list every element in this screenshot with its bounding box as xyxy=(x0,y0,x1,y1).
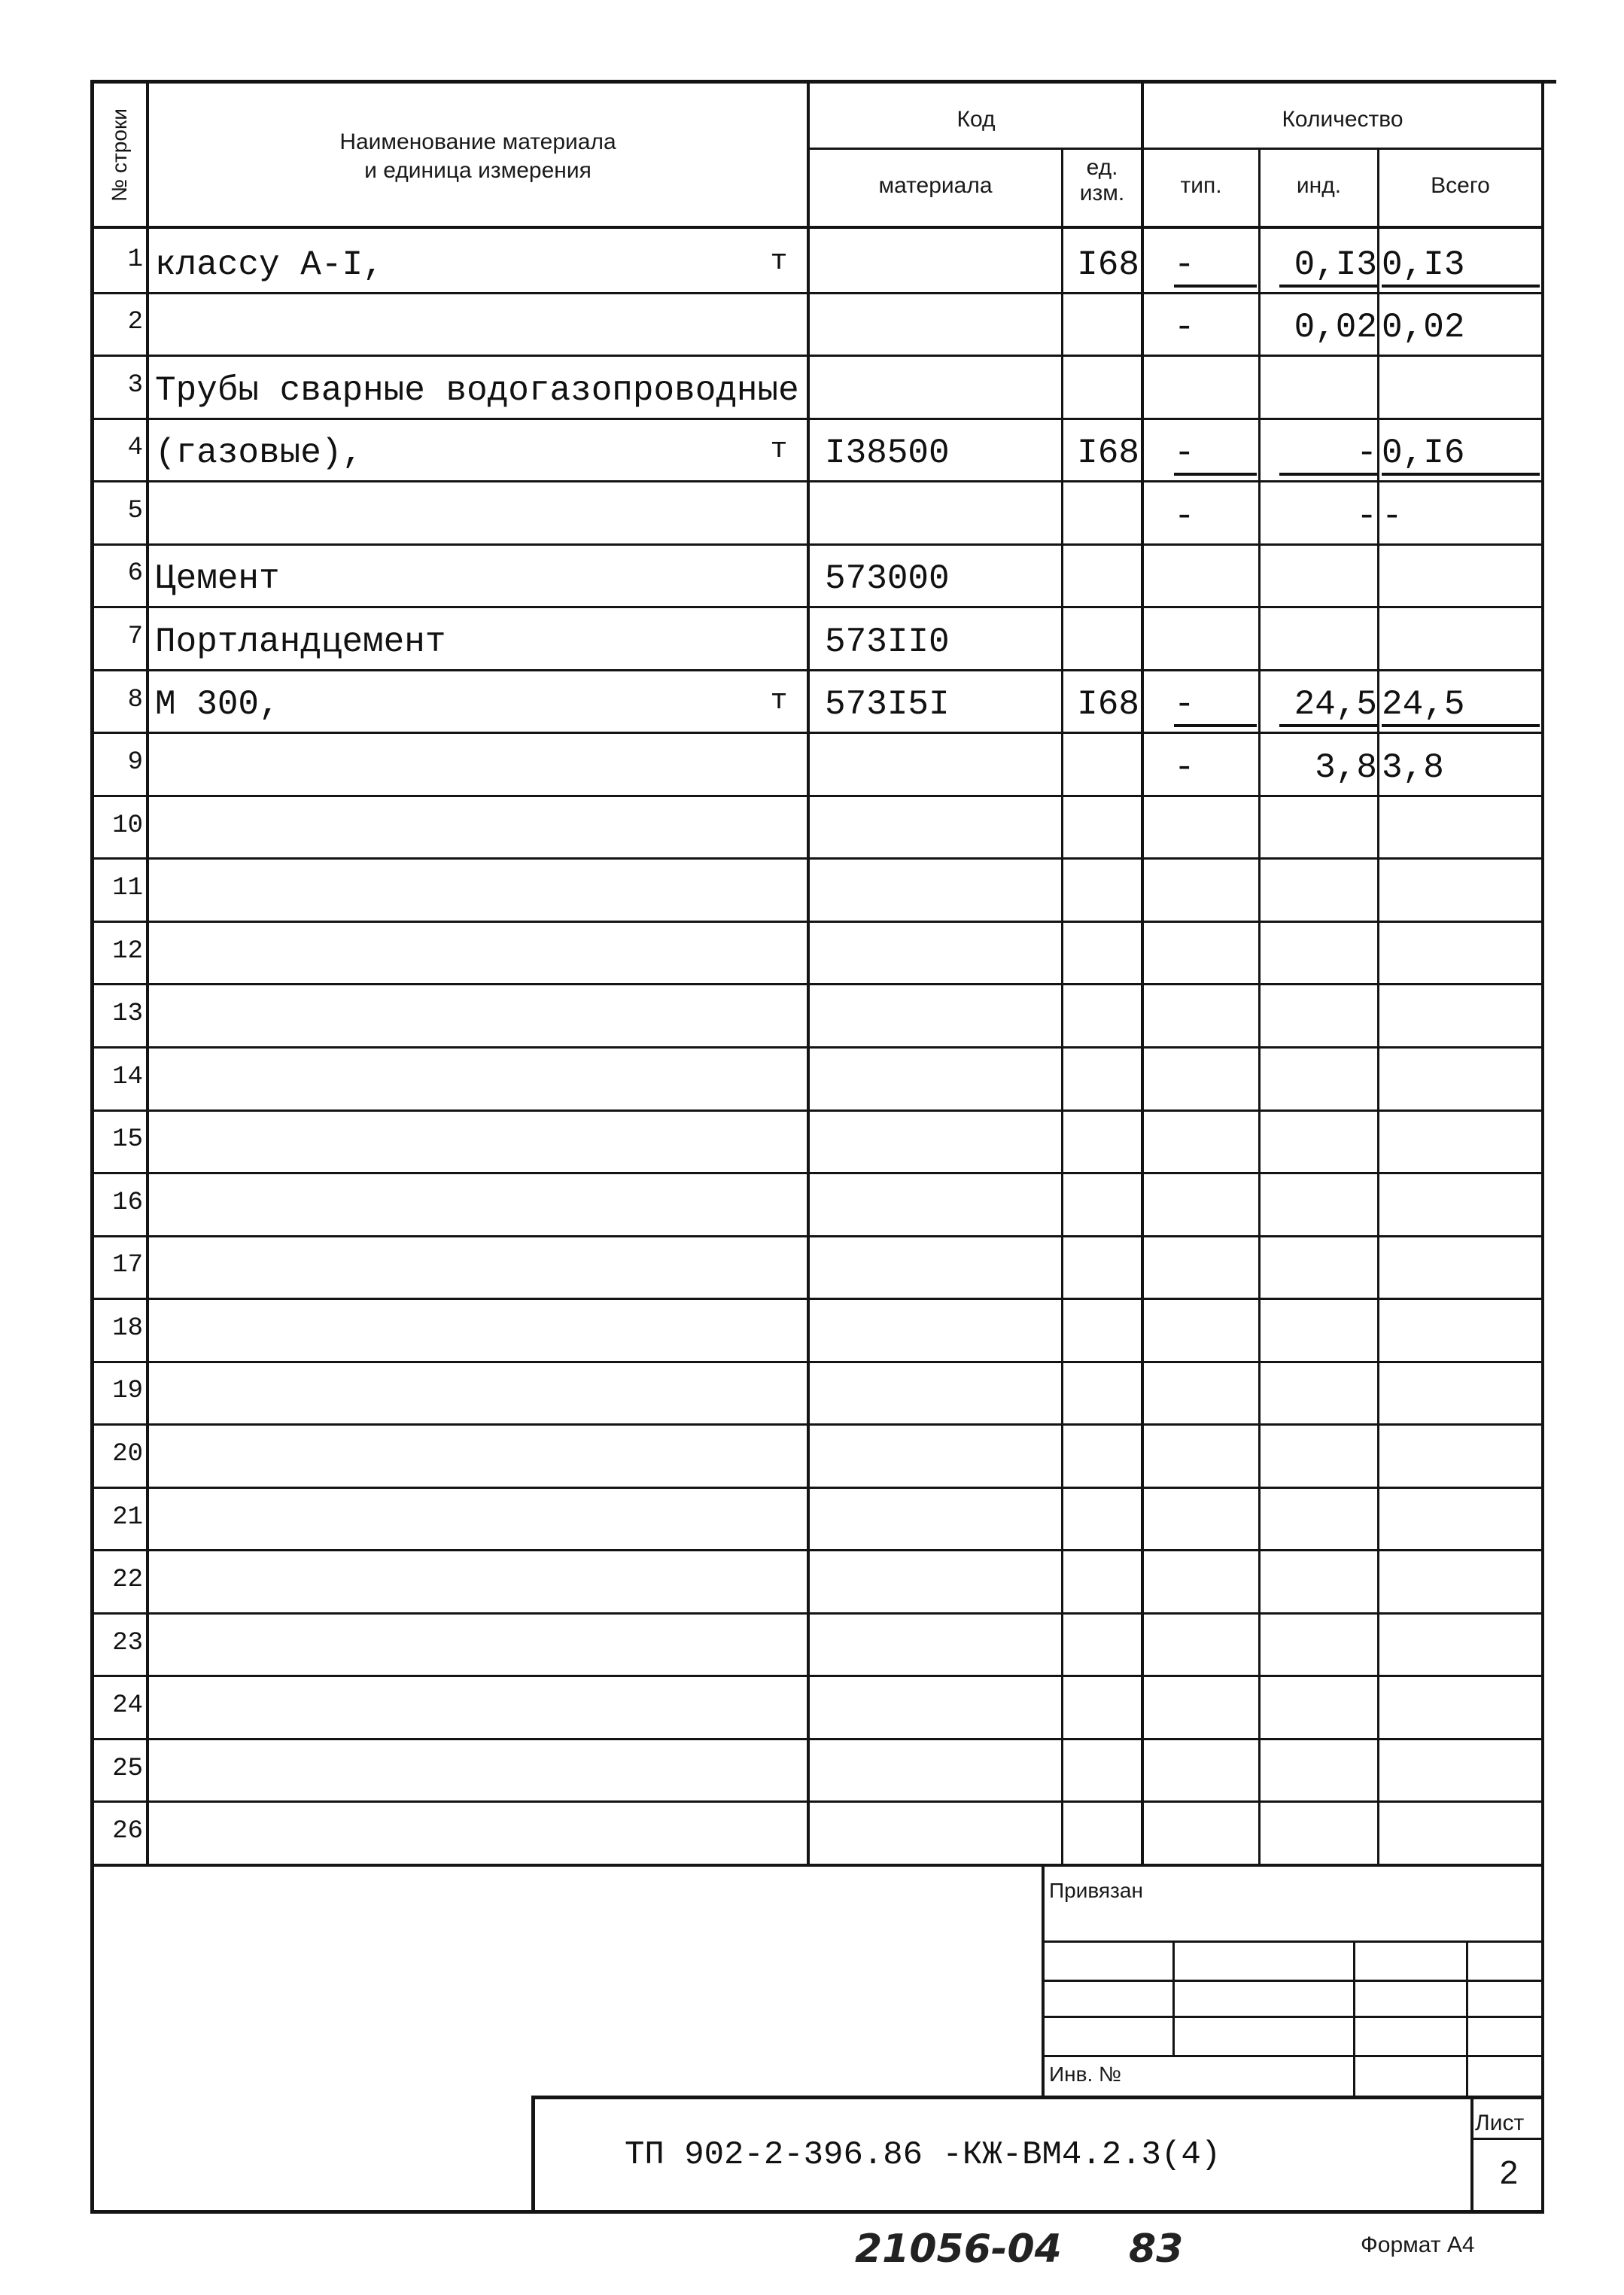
code-material-header: материала xyxy=(878,173,993,198)
row-number: 20 xyxy=(112,1440,143,1469)
row-number: 25 xyxy=(112,1755,143,1783)
qty-ind: 0,02 xyxy=(1294,308,1377,347)
row-separator xyxy=(92,418,1544,420)
row-separator xyxy=(92,1675,1544,1677)
row-number: 17 xyxy=(112,1251,143,1280)
name-header-line1: Наименование материала xyxy=(339,129,616,154)
row-separator xyxy=(92,1738,1544,1740)
frame-left xyxy=(90,80,94,2214)
qty-group-header: Количество xyxy=(1282,107,1404,132)
row-separator xyxy=(92,1487,1544,1489)
unit-header-line1: ед. xyxy=(1086,155,1118,180)
header-bottom xyxy=(92,226,1544,229)
row-separator xyxy=(92,1549,1544,1551)
stamp-v2 xyxy=(1353,1940,1355,2097)
inv-no-label: Инв. № xyxy=(1049,2062,1122,2086)
row-number: 2 xyxy=(127,308,143,336)
row-separator xyxy=(92,1612,1544,1615)
stamp-h3 xyxy=(1042,2016,1544,2018)
qty-typ: - xyxy=(1174,748,1195,787)
code-block-left xyxy=(531,2096,535,2213)
row-separator xyxy=(92,1361,1544,1363)
row-separator xyxy=(92,543,1544,546)
stamp-v3 xyxy=(1466,1940,1468,2097)
row-separator xyxy=(92,292,1544,294)
document-code: ТП 902-2-396.86 -КЖ-ВМ4.2.3(4) xyxy=(625,2136,1221,2174)
qty-total: 0,I3 xyxy=(1382,245,1540,288)
row-number: 13 xyxy=(112,1000,143,1028)
row-separator xyxy=(92,355,1544,357)
unit-header xyxy=(1063,155,1141,206)
qty-total: 0,I6 xyxy=(1382,434,1540,476)
sheet-box-divider xyxy=(1470,2138,1544,2140)
row-separator xyxy=(92,1109,1544,1112)
row-separator xyxy=(92,857,1544,860)
row-number: 11 xyxy=(112,874,143,902)
stamp-left-vertical xyxy=(1042,1865,1045,2099)
row-number: 23 xyxy=(112,1629,143,1657)
row-number: 6 xyxy=(127,559,143,588)
stamp-h2 xyxy=(1042,1980,1544,1982)
unit-mark: т xyxy=(770,245,788,278)
row-separator xyxy=(92,1172,1544,1174)
row-separator xyxy=(92,669,1544,671)
name-header-line2: и единица измерения xyxy=(364,158,592,183)
row-number: 12 xyxy=(112,937,143,966)
row-separator xyxy=(92,1046,1544,1049)
unit-code: I68 xyxy=(1077,245,1139,285)
stamp-h4 xyxy=(1042,2055,1544,2057)
qty-typ: - xyxy=(1174,245,1257,288)
row-number: 9 xyxy=(127,748,143,777)
material-name: М 300, xyxy=(155,685,280,724)
archive-number: 21056-04 xyxy=(855,2227,1062,2272)
stamp-v1 xyxy=(1172,1940,1175,2055)
material-code: I38500 xyxy=(825,434,950,473)
qty-typ-header: тип. xyxy=(1180,173,1222,198)
sheet-label: Лист xyxy=(1475,2111,1525,2135)
qty-typ: - xyxy=(1174,308,1195,347)
material-name: классу А-I, xyxy=(155,245,384,285)
qty-total: - xyxy=(1382,497,1403,536)
qty-ind: - xyxy=(1279,434,1377,476)
row-separator xyxy=(92,480,1544,482)
name-column-header xyxy=(149,128,807,185)
qty-ind: - xyxy=(1356,497,1377,536)
code-block-top xyxy=(531,2096,1544,2099)
unit-mark: т xyxy=(770,434,788,466)
sheet-number: 2 xyxy=(1499,2154,1519,2191)
qty-ind: 24,5 xyxy=(1279,685,1377,727)
unit-code: I68 xyxy=(1077,434,1139,473)
row-number: 26 xyxy=(112,1817,143,1846)
unit-header-line2: изм. xyxy=(1079,181,1125,205)
header-subline xyxy=(807,148,1544,150)
row-separator xyxy=(92,1235,1544,1237)
material-name: (газовые), xyxy=(155,434,363,473)
qty-typ: - xyxy=(1174,685,1257,727)
col-line-code xyxy=(1061,148,1063,1865)
material-name: Цемент xyxy=(155,559,280,598)
qty-ind: 3,8 xyxy=(1315,748,1377,787)
table-bottom xyxy=(90,1864,1544,1867)
stamp-h1 xyxy=(1042,1940,1544,1943)
col-line-name xyxy=(807,80,810,1865)
material-code: 573II0 xyxy=(825,622,950,662)
privyazan-label: Привязан xyxy=(1049,1879,1143,1902)
qty-ind: 0,I3 xyxy=(1279,245,1377,288)
qty-total-header: Всего xyxy=(1431,173,1490,198)
row-number: 21 xyxy=(112,1503,143,1532)
row-separator xyxy=(92,606,1544,608)
frame-top xyxy=(92,80,1556,84)
material-name: Портландцемент xyxy=(155,622,446,662)
row-separator xyxy=(92,921,1544,923)
material-code: 573000 xyxy=(825,559,950,598)
unit-mark: т xyxy=(770,685,788,717)
row-number: 14 xyxy=(112,1063,143,1091)
unit-code: I68 xyxy=(1077,685,1139,724)
qty-total: 24,5 xyxy=(1382,685,1540,727)
row-number: 24 xyxy=(112,1691,143,1720)
archive-suffix: 83 xyxy=(1129,2227,1184,2272)
row-number: 7 xyxy=(127,622,143,651)
row-number: 10 xyxy=(112,811,143,840)
material-code: 573I5I xyxy=(825,685,950,724)
col-line-ind xyxy=(1377,148,1379,1865)
row-separator xyxy=(92,1298,1544,1300)
row-number: 18 xyxy=(112,1314,143,1343)
row-number-header xyxy=(93,89,146,226)
row-number: 3 xyxy=(127,371,143,400)
row-number: 4 xyxy=(127,434,143,462)
qty-total: 3,8 xyxy=(1382,748,1444,787)
frame-bottom xyxy=(90,2210,1544,2214)
row-number: 8 xyxy=(127,686,143,714)
qty-total: 0,02 xyxy=(1382,308,1465,347)
qty-ind-header: инд. xyxy=(1296,173,1342,198)
row-number: 5 xyxy=(127,497,143,525)
col-line-rownum xyxy=(146,80,149,1865)
row-number: 16 xyxy=(112,1189,143,1217)
row-number: 15 xyxy=(112,1125,143,1154)
row-number-header-label: № строки xyxy=(108,108,131,202)
col-line-typ xyxy=(1258,148,1261,1865)
frame-right xyxy=(1541,80,1544,2214)
row-number: 22 xyxy=(112,1566,143,1594)
row-number: 19 xyxy=(112,1377,143,1405)
qty-typ: - xyxy=(1174,497,1195,536)
row-number: 1 xyxy=(127,245,143,274)
row-separator xyxy=(92,983,1544,985)
code-group-header: Код xyxy=(956,107,996,132)
row-separator xyxy=(92,795,1544,797)
row-separator xyxy=(92,1800,1544,1803)
row-separator xyxy=(92,732,1544,734)
material-name: Трубы сварные водогазопроводные xyxy=(155,371,799,410)
col-line-unit xyxy=(1141,80,1144,1865)
row-separator xyxy=(92,1423,1544,1426)
format-label: Формат А4 xyxy=(1361,2233,1475,2257)
qty-typ: - xyxy=(1174,434,1257,476)
